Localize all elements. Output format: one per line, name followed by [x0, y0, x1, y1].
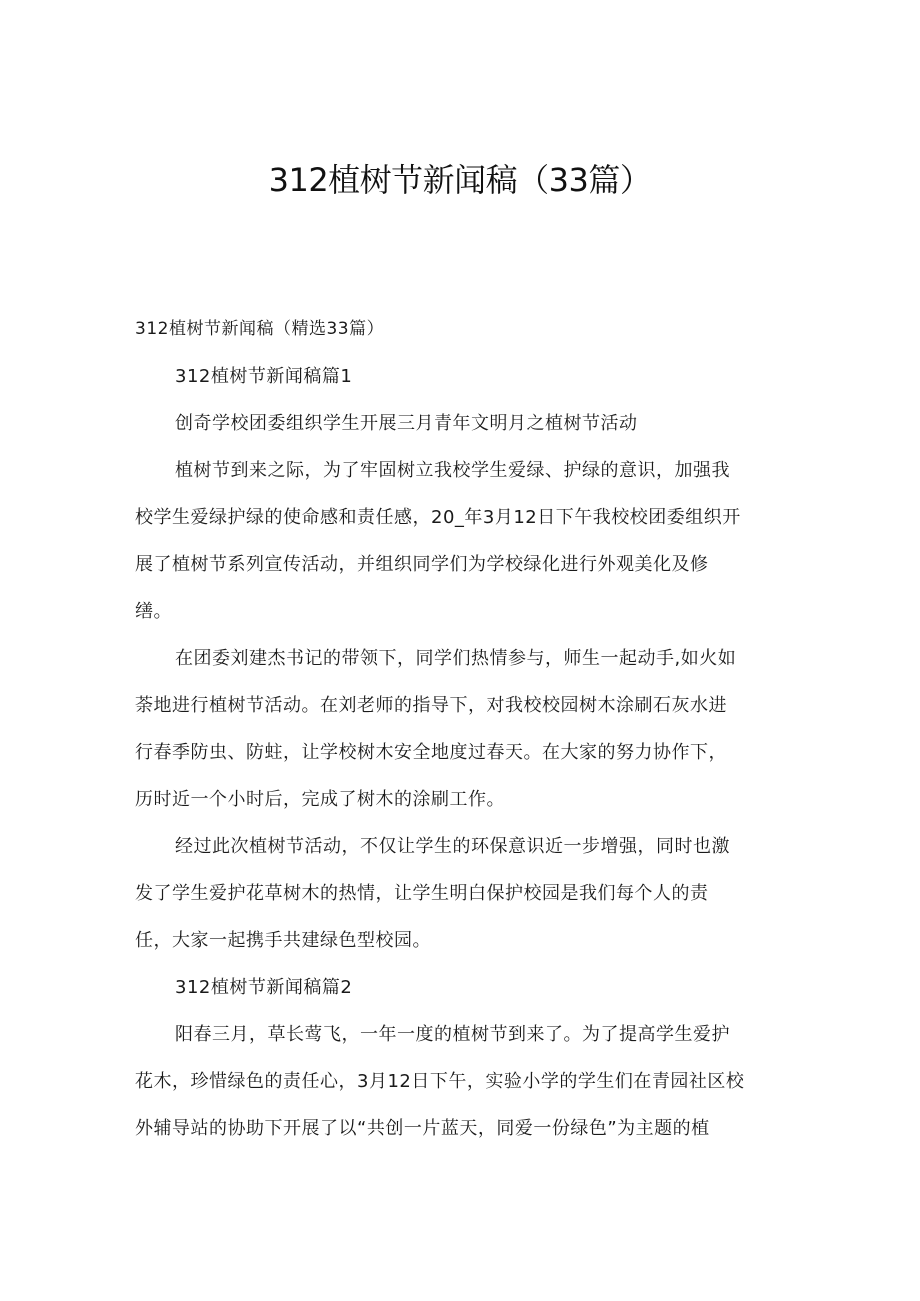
text-line: 创奇学校团委组织学生开展三月青年文明月之植树节活动: [175, 413, 638, 434]
text-line: 荼地进行植树节活动。在刘老师的指导下，对我校校园树木涂刷石灰水进: [135, 695, 727, 716]
text-line: 阳春三月，草长莺飞，一年一度的植树节到来了。为了提高学生爱护: [175, 1024, 730, 1045]
text-line: 植树节到来之际，为了牢固树立我校学生爱绿、护绿的意识，加强我: [175, 460, 730, 481]
document-subtitle: 312植树节新闻稿（精选33篇）: [135, 319, 385, 339]
text-line: 外辅导站的协助下开展了以“共创一片蓝天，同爱一份绿色”为主题的植: [135, 1118, 710, 1139]
text-line: 历时近一个小时后，完成了树木的涂刷工作。: [135, 789, 505, 810]
text-line: 行春季防虫、防蛀，让学校树木安全地度过春天。在大家的努力协作下，: [135, 742, 727, 763]
text-line: 花木，珍惜绿色的责任心，3月12日下午，实验小学的学生们在青园社区校: [135, 1071, 745, 1092]
text-line: 经过此次植树节活动，不仅让学生的环保意识近一步增强，同时也激: [175, 836, 730, 857]
text-line: 在团委刘建杰书记的带领下，同学们热情参与，师生一起动手,如火如: [175, 648, 737, 669]
document-body: [135, 306, 795, 1152]
text-line: 312植树节新闻稿篇2: [175, 977, 353, 998]
text-line: 发了学生爱护花草树木的热情，让学生明白保护校园是我们每个人的责: [135, 883, 709, 904]
text-line: 312植树节新闻稿篇1: [175, 366, 353, 387]
text-line: 任，大家一起携手共建绿色型校园。: [135, 930, 431, 951]
text-line: 校学生爱绿护绿的使命感和责任感，20_年3月12日下午我校校团委组织开: [135, 507, 741, 528]
text-line: 展了植树节系列宣传活动，并组织同学们为学校绿化进行外观美化及修: [135, 554, 709, 575]
text-line: 缮。: [135, 601, 172, 622]
document-title: 312植树节新闻稿（33篇）: [268, 161, 652, 199]
paragraph-lines: [135, 353, 795, 1152]
